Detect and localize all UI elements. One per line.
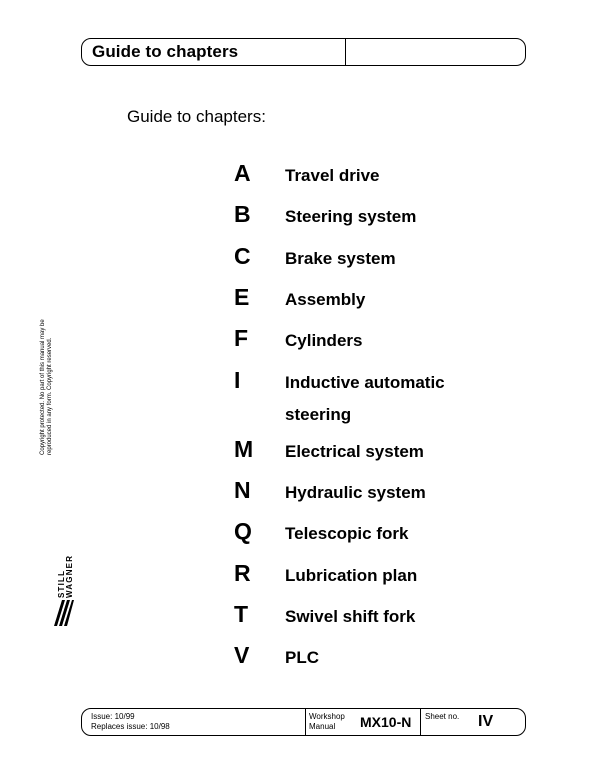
model-number: MX10-N — [360, 714, 412, 730]
chapter-title: Swivel shift fork — [285, 607, 416, 626]
chapter-letter: R — [234, 560, 251, 586]
footer-divider — [305, 709, 306, 735]
chapter-title-continued: steering — [285, 405, 352, 424]
footer-box — [81, 708, 526, 736]
chapter-letter: B — [234, 201, 251, 227]
chapter-letter: M — [234, 436, 254, 462]
chapter-letter: I — [234, 367, 241, 393]
chapter-title: Lubrication plan — [285, 566, 418, 585]
issue-text: Issue: 10/99 — [91, 712, 135, 721]
footer-divider — [420, 709, 421, 735]
intro-heading: Guide to chapters: — [127, 107, 266, 126]
chapter-letter: Q — [234, 518, 252, 544]
chapter-letter: A — [234, 160, 251, 186]
page-title: Guide to chapters — [92, 42, 239, 61]
logo-line-still: STILL — [57, 569, 66, 598]
chapter-letter: C — [234, 243, 251, 269]
chapter-title: Electrical system — [285, 442, 424, 461]
chapter-title: Assembly — [285, 290, 366, 309]
chapter-letter: N — [234, 477, 251, 503]
copyright-notice: Copyright protected. No part of this manual may be reproduced in any form. Copyright reserved. — [40, 319, 53, 455]
replaces-issue-text: Replaces issue: 10/98 — [91, 722, 170, 731]
manual-label: Manual — [309, 722, 336, 731]
chapter-title: Telescopic fork — [285, 524, 409, 543]
chapter-letter: F — [234, 325, 249, 351]
chapter-title: Brake system — [285, 249, 396, 268]
chapter-title: PLC — [285, 648, 319, 667]
chapter-letter: T — [234, 601, 249, 627]
logo-wordmark — [58, 555, 74, 598]
chapter-title: Cylinders — [285, 331, 363, 350]
chapter-letter: E — [234, 284, 250, 310]
sheet-label: Sheet no. — [425, 712, 460, 721]
chapter-letter: V — [234, 642, 250, 668]
sheet-number: IV — [478, 713, 494, 730]
logo-line-wagner: WAGNER — [65, 554, 74, 598]
chapter-title: Travel drive — [285, 166, 380, 185]
workshop-label: Workshop — [309, 712, 345, 721]
chapter-title: Steering system — [285, 207, 417, 226]
chapter-title: Inductive automatic — [285, 373, 445, 392]
chapter-title: Hydraulic system — [285, 483, 426, 502]
